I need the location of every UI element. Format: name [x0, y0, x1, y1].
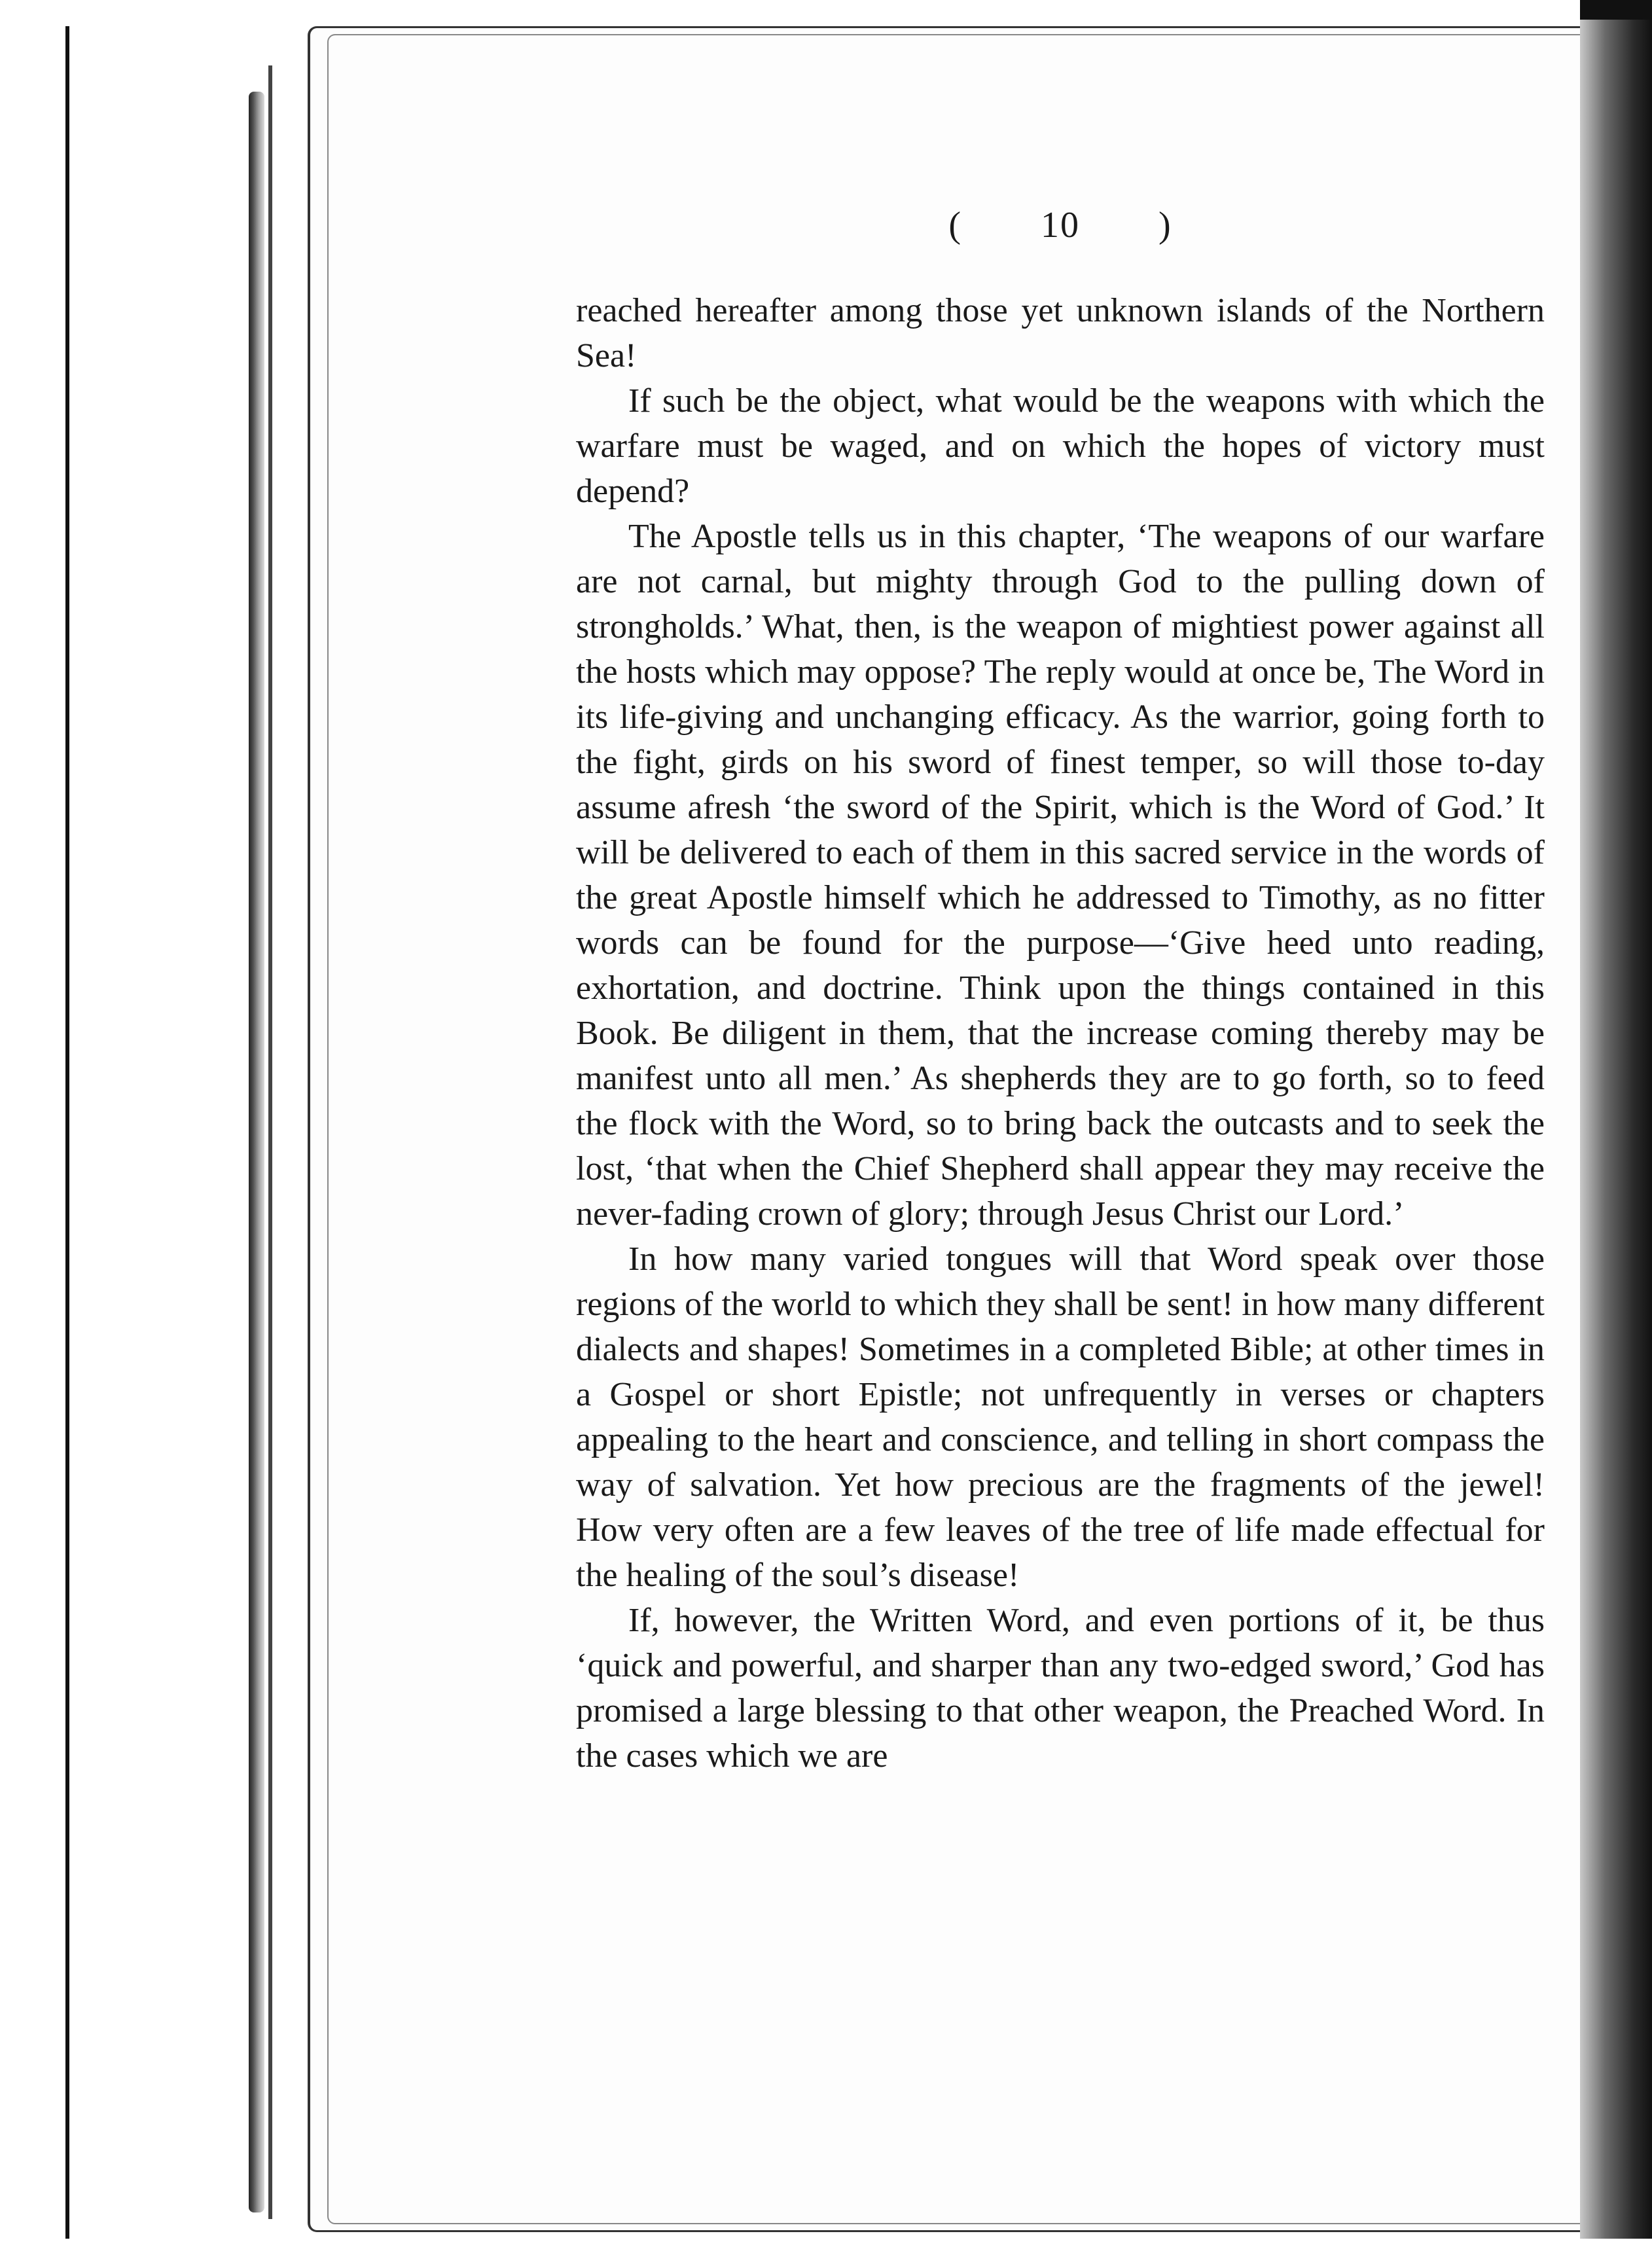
- page-number-paren-open: (: [948, 205, 962, 245]
- page-number-value: 10: [1041, 205, 1080, 245]
- page-stack-line: [268, 65, 272, 2219]
- paragraph: In how many varied tongues will that Word speak over those regions of the world to which they shall be sent! in how many different dialects and shapes! Sometimes in a completed Bible; at other times in a Gospel or short Epistle; not unfrequently in verses or chapters appealing to the heart and conscience, and telling in short compass the way of salvation. Yet how precious are the fragments of the jewel! How very often are a few leaves of the tree of life made effectual for the healing of the soul’s disease!: [576, 1240, 1545, 1594]
- scan-right-shadow: [1580, 20, 1652, 2239]
- page-stack-edge: [249, 92, 264, 2212]
- paragraph: The Apostle tells us in this chapter, ‘The weapons of our warfare are not carnal, but mighty through God to the pulling down of strongholds.’ What, then, is the weapon of mightiest power against all the hosts which may oppose? The reply would at once be, The Word in its life-giving and unchanging efficacy. As the warrior, going forth to the fight, girds on his sword of finest temper, so will those to-day assume afresh ‘the sword of the Spirit, which is the Word of God.’ It will be delivered to each of them in this sacred service in the words of the great Apostle himself which he addressed to Timothy, as no fitter words can be found for the purpose—‘Give heed unto reading, exhortation, and doctrine. Think upon the things contained in this Book. Be diligent in them, that the increase coming thereby may be manifest unto all men.’ As shepherds they are to go forth, so to feed the flock with the Word, so to bring back the outcasts and to seek the lost, ‘that when the Chief Shepherd shall appear they may receive the never-fading crown of glory; through Jesus Christ our Lord.’: [576, 518, 1545, 1233]
- paragraph-continued: reached hereafter among those yet unknown islands of the Northern Sea!: [576, 292, 1545, 374]
- page-number-paren-close: ): [1158, 205, 1172, 245]
- scan-left-edge: [65, 26, 69, 2239]
- page-number: [576, 203, 1545, 248]
- paragraph: If such be the object, what would be the weapons with which the warfare must be waged, and on which the hopes of victory must depend?: [576, 382, 1545, 510]
- scan-right-shadow-top: [1580, 0, 1652, 20]
- paragraph: If, however, the Written Word, and even portions of it, be thus ‘quick and powerful, and sharper than any two-edged sword,’ God has promised a large blessing to that other weapon, the Preached Word. In the cases which we are: [576, 1602, 1545, 1775]
- body-text: [576, 288, 1545, 1779]
